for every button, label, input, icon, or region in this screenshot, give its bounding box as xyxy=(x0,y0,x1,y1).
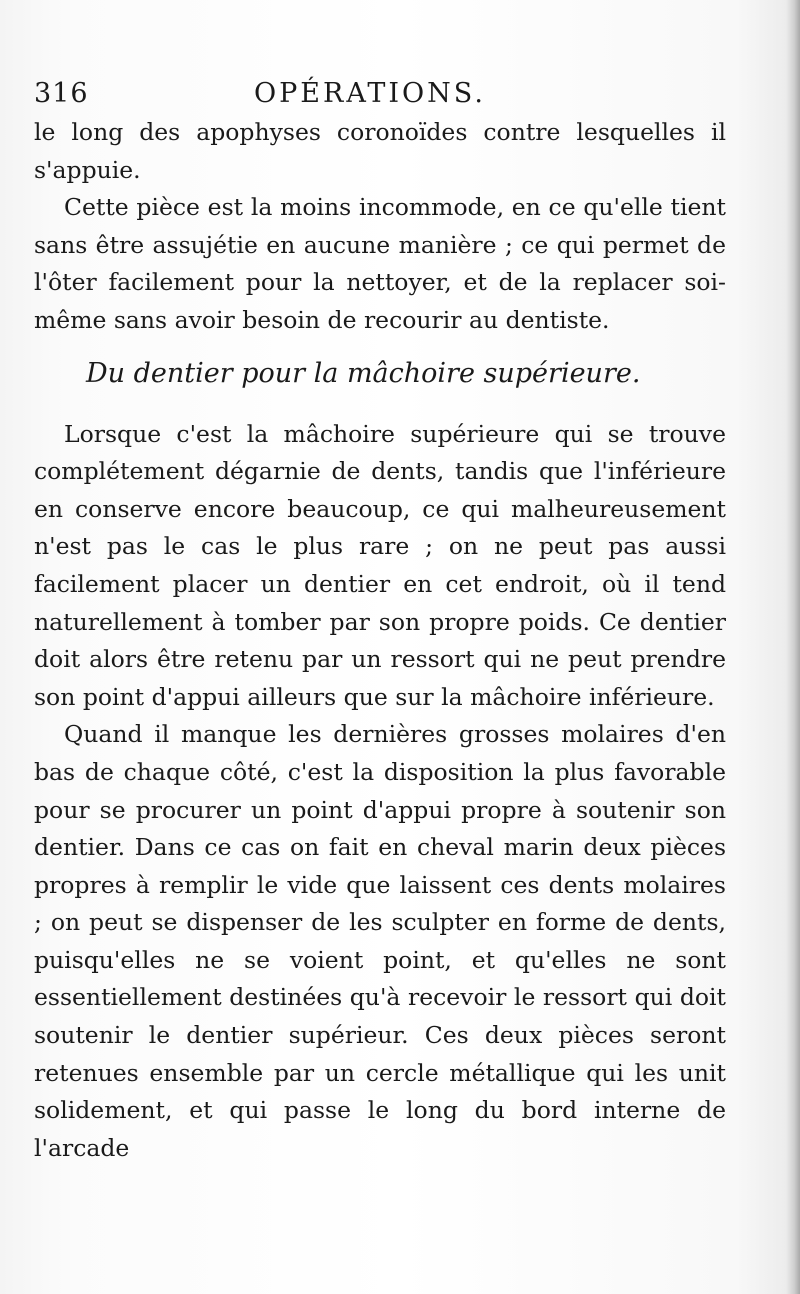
paragraph-piece-commode: Cette pièce est la moins incommode, en ce qu'elle tient sans être assujétie en aucune manière ; ce qui permet de l'ôter facilement pour la nettoyer, et de la replacer soi-même sans avoir besoin de recourir au dentiste. xyxy=(34,193,726,334)
paragraph-grosses-molaires: Quand il manque les dernières grosses molaires d'en bas de chaque côté, c'est la disposition la plus favorable pour se procurer un point d'appui propre à soutenir son dentier. Dans ce cas on fait en cheval marin deux pièces propres à remplir le vide que laissent ces dents molaires ; on peut se dispenser de les sculpter en forme de dents, puisqu'elles ne se voient point, et qu'elles ne sont essentiellement destinées qu'à recevoir le ressort qui doit soutenir le dentier supérieur. Ces deux pièces seront retenues ensemble par un cercle métallique qui les unit solidement, et qui passe le long du bord interne de l'arcade xyxy=(34,720,726,1162)
subheading: Du dentier pour la mâchoire supérieure. xyxy=(86,357,641,389)
paragraph-continuation: le long des apophyses coronoïdes contre lesquelles il s'appuie. xyxy=(34,118,726,184)
text-block xyxy=(34,74,726,1167)
page-spine-shadow xyxy=(786,0,800,1294)
page-number: 316 xyxy=(34,78,89,109)
paragraph-machoire-superieure: Lorsque c'est la mâchoire supérieure qui se trouve complétement dégarnie de dents, tandis que l'inférieure en conserve encore beaucoup, ce qui malheureusement n'est pas le cas le plus rare ; on ne peut pas aussi facilement placer un dentier en cet endroit, où il tend naturellement à tomber par son propre poids. Ce dentier doit alors être retenu par un ressort qui ne peut prendre son point d'appui ailleurs que sur la mâchoire inférieure. xyxy=(34,419,726,711)
section-title: OPÉRATIONS. xyxy=(254,78,486,109)
running-head xyxy=(34,74,726,114)
